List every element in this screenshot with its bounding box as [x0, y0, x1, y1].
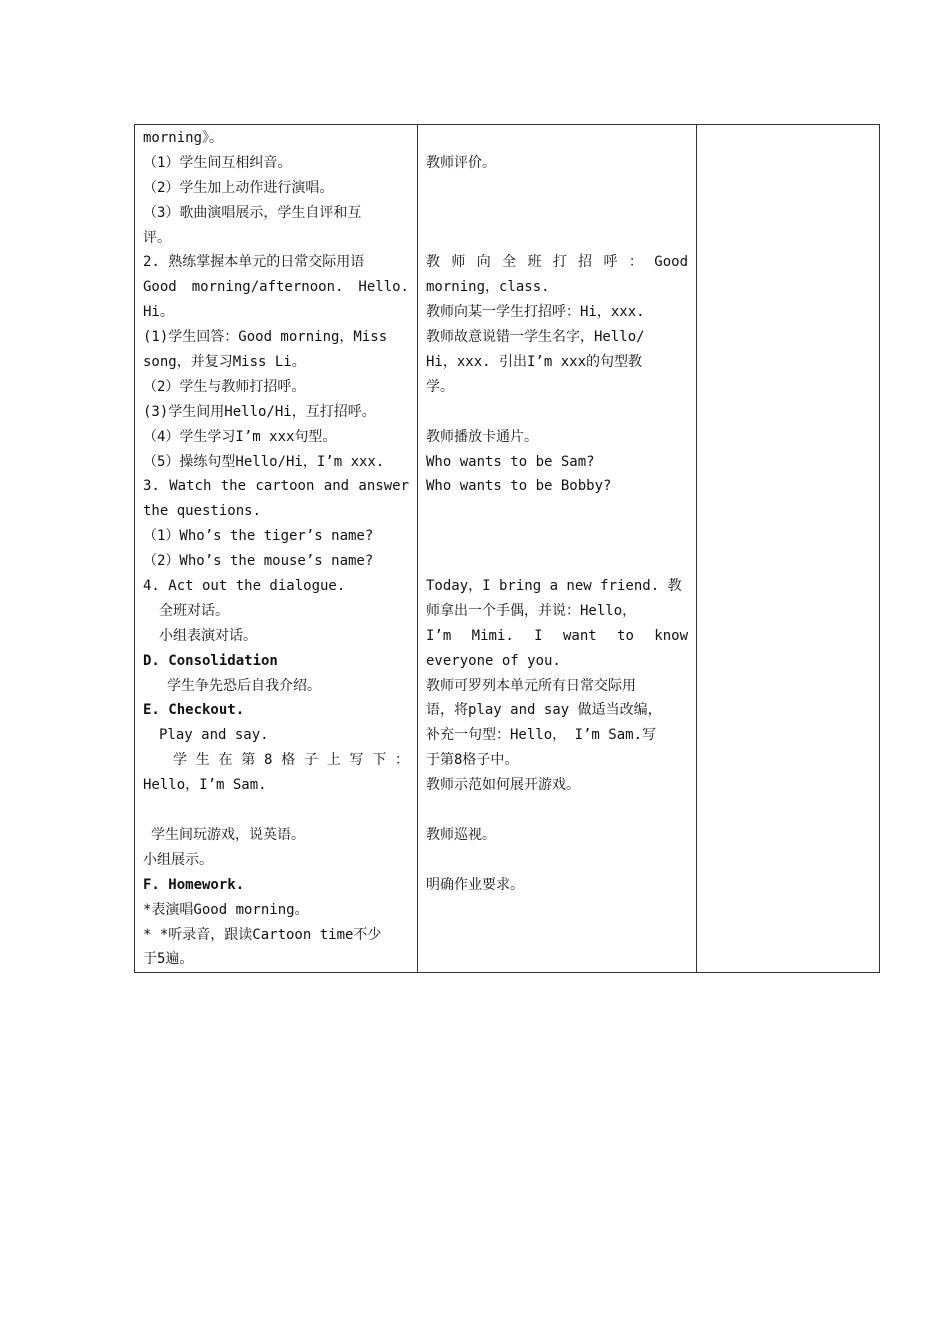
text-line: （4）学生学习I’m xxx句型。	[143, 428, 337, 445]
text-line	[426, 524, 688, 549]
text-line: 教师可罗列本单元所有日常交际用	[426, 677, 636, 694]
text-line: 于5遍。	[143, 951, 194, 968]
text-line	[426, 549, 688, 574]
text-line: Today，I bring a new friend. 教	[426, 578, 682, 595]
text-line: 教师播放卡通片。	[426, 428, 538, 445]
text-line: everyone of you.	[426, 652, 561, 669]
text-line: * *听录音，跟读Cartoon time不少	[143, 926, 382, 943]
student-activity-cell	[135, 125, 418, 973]
text-line: 教师巡视。	[426, 826, 496, 843]
text-line: 4. Act out the dialogue.	[143, 578, 346, 595]
text-line: 语，将play and say 做适当改编，	[426, 702, 662, 719]
text-line: 小组展示。	[143, 851, 213, 868]
section-heading-checkout: E. Checkout.	[143, 702, 245, 719]
text-line: 明确作业要求。	[426, 876, 524, 893]
text-line: 师拿出一个手偶，并说：Hello，	[426, 602, 637, 619]
text-line: 教师故意说错一学生名字，Hello/	[426, 329, 645, 346]
text-line: Hi，xxx. 引出I’m xxx的句型教	[426, 354, 643, 371]
text-line: （2）学生加上动作进行演唱。	[143, 179, 334, 196]
text-line: Hi。	[143, 304, 174, 321]
text-line: Who wants to be Sam?	[426, 453, 595, 470]
text-line: 3. Watch the cartoon and answer	[143, 478, 409, 495]
section-heading-homework: F. Homework.	[143, 876, 245, 893]
text-line: 教师评价。	[426, 154, 496, 171]
text-line	[426, 848, 688, 873]
lesson-plan-table	[134, 124, 880, 973]
text-line: 2. 熟练掌握本单元的日常交际用语	[143, 254, 365, 271]
text-line	[426, 226, 688, 251]
teacher-activity-cell	[418, 125, 697, 973]
text-line: (1)学生回答：Good morning，Miss	[143, 329, 388, 346]
notes-cell	[697, 125, 880, 973]
text-line: I’m Mimi. I want to know	[426, 627, 688, 644]
text-line: 学生在第8格子上写下：	[173, 752, 409, 769]
text-line	[426, 201, 688, 226]
text-line: 评。	[143, 229, 171, 246]
text-line: Hello，I’m Sam.	[143, 777, 267, 794]
text-line: (3)学生间用Hello/Hi，互打招呼。	[143, 403, 376, 420]
text-line	[426, 499, 688, 524]
text-line: morning》。	[143, 130, 224, 146]
text-line: morning，class.	[426, 279, 550, 296]
text-line	[426, 400, 688, 425]
text-line: song，并复习Miss Li。	[143, 354, 306, 371]
text-line: 补充一句型：Hello， I’m Sam.写	[426, 727, 657, 744]
text-line: （2）学生与教师打招呼。	[143, 378, 306, 395]
text-line: 教师示范如何展开游戏。	[426, 777, 580, 794]
text-line	[426, 126, 688, 151]
text-line: Good morning/afternoon. Hello.	[143, 279, 409, 296]
text-line	[426, 798, 688, 823]
section-heading-consolidation: D. Consolidation	[143, 652, 278, 669]
text-line: （5）操练句型Hello/Hi，I’m xxx.	[143, 453, 385, 470]
text-line: （1）学生间互相纠音。	[143, 154, 292, 171]
text-line: 学生争先恐后自我介绍。	[167, 677, 321, 694]
text-line: the questions.	[143, 503, 262, 520]
text-line: *表演唱Good morning。	[143, 901, 309, 918]
text-line: （1）Who’s the tiger’s name?	[143, 528, 374, 545]
text-line: （2）Who’s the mouse’s name?	[143, 553, 374, 570]
text-line: 教师向全班打招呼：Good	[426, 254, 688, 271]
text-line: （3）歌曲演唱展示，学生自评和互	[143, 204, 362, 221]
text-line: Who wants to be Bobby?	[426, 478, 612, 495]
text-line	[143, 798, 409, 823]
text-line	[426, 176, 688, 201]
text-line: 全班对话。	[159, 602, 229, 619]
text-line: 学生间玩游戏，说英语。	[151, 826, 305, 843]
text-line: 教师向某一学生打招呼：Hi，xxx.	[426, 304, 645, 321]
text-line: 于第8格子中。	[426, 752, 519, 769]
text-line: 小组表演对话。	[159, 627, 257, 644]
table-row	[135, 125, 880, 973]
text-line: Play and say.	[159, 727, 269, 744]
text-line: 学。	[426, 378, 454, 395]
